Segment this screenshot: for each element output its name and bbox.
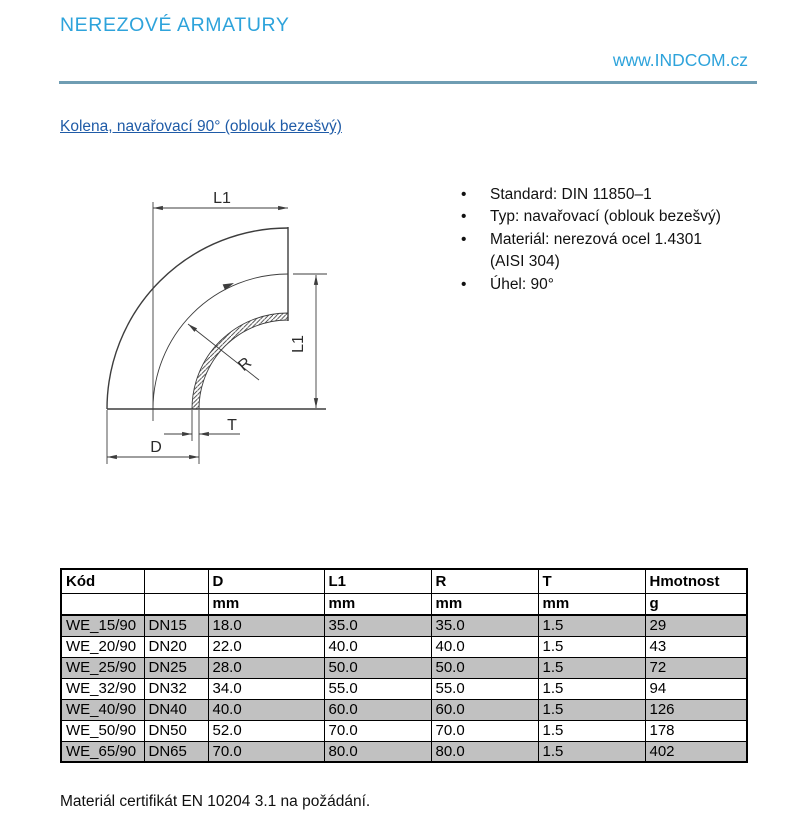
- dim-label-l1-top: L1: [213, 190, 231, 207]
- certificate-note: Materiál certifikát EN 10204 3.1 na požádání.: [60, 793, 371, 810]
- column-header-l1: L1: [324, 569, 431, 593]
- table-cell: 43: [645, 636, 747, 657]
- spec-list: [461, 184, 721, 296]
- table-cell: 94: [645, 678, 747, 699]
- table-row: [61, 699, 747, 720]
- page-title: NEREZOVÉ ARMATURY: [60, 14, 290, 36]
- table-cell: 35.0: [431, 615, 538, 636]
- bullet-icon: •: [461, 275, 467, 293]
- spec-item-typ: [461, 206, 721, 228]
- bullet-icon: •: [461, 230, 467, 248]
- column-header-t: T: [538, 569, 645, 593]
- bullet-icon: •: [461, 186, 467, 203]
- unit-cell: [144, 593, 208, 615]
- column-header-d: D: [208, 569, 324, 593]
- table-cell: 50.0: [324, 657, 431, 678]
- spec-text: Typ: navařovací (oblouk bezešvý): [490, 208, 721, 226]
- table-cell: DN40: [144, 699, 208, 720]
- spec-text: Materiál: nerezová ocel 1.4301: [490, 230, 702, 248]
- table-cell: WE_50/90: [61, 720, 144, 741]
- table-cell: DN15: [144, 615, 208, 636]
- table-cell: 55.0: [324, 678, 431, 699]
- column-header-r: R: [431, 569, 538, 593]
- table-row: [61, 741, 747, 762]
- table-row: [61, 678, 747, 699]
- table-cell: 80.0: [431, 741, 538, 762]
- table-cell: 178: [645, 720, 747, 741]
- dimensions-table: [60, 568, 748, 763]
- table-row: [61, 657, 747, 678]
- table-cell: WE_15/90: [61, 615, 144, 636]
- dim-label-thickness: T: [227, 417, 237, 434]
- table-cell: DN50: [144, 720, 208, 741]
- website-link[interactable]: www.INDCOM.cz: [612, 50, 748, 70]
- table-cell: 28.0: [208, 657, 324, 678]
- spec-text: (AISI 304): [490, 253, 560, 271]
- table-cell: 1.5: [538, 720, 645, 741]
- table-cell: 60.0: [324, 699, 431, 720]
- table-cell: 52.0: [208, 720, 324, 741]
- table-cell: DN32: [144, 678, 208, 699]
- table-cell: 402: [645, 741, 747, 762]
- table-cell: 34.0: [208, 678, 324, 699]
- spec-item-uhel: [461, 274, 721, 296]
- table-cell: WE_25/90: [61, 657, 144, 678]
- header-divider: [59, 81, 757, 84]
- unit-cell: [61, 593, 144, 615]
- table-cell: 70.0: [324, 720, 431, 741]
- dim-label-diameter: D: [150, 439, 162, 456]
- elbow-technical-drawing: [75, 180, 345, 475]
- table-cell: 40.0: [324, 636, 431, 657]
- table-cell: 1.5: [538, 741, 645, 762]
- spec-item-material: [461, 229, 721, 274]
- table-row: [61, 636, 747, 657]
- table-cell: 126: [645, 699, 747, 720]
- table-units-row: [61, 593, 747, 615]
- column-header-dn: [144, 569, 208, 593]
- table-cell: 1.5: [538, 678, 645, 699]
- unit-cell: mm: [431, 593, 538, 615]
- section-title-link[interactable]: Kolena, navařovací 90° (oblouk bezešvý): [60, 118, 342, 135]
- dim-label-radius: R: [235, 354, 255, 375]
- table-cell: 60.0: [431, 699, 538, 720]
- table-cell: DN25: [144, 657, 208, 678]
- elbow-outline: [107, 227, 326, 409]
- table-cell: 70.0: [431, 720, 538, 741]
- unit-cell: mm: [324, 593, 431, 615]
- column-header-kod: Kód: [61, 569, 144, 593]
- table-cell: 40.0: [431, 636, 538, 657]
- dimension-lines: [107, 202, 327, 464]
- table-cell: 35.0: [324, 615, 431, 636]
- table-cell: 72: [645, 657, 747, 678]
- table-cell: DN65: [144, 741, 208, 762]
- column-header-hmotnost: Hmotnost: [645, 569, 747, 593]
- table-cell: 70.0: [208, 741, 324, 762]
- table-cell: 80.0: [324, 741, 431, 762]
- unit-cell: g: [645, 593, 747, 615]
- table-header-row: [61, 569, 747, 593]
- table-cell: 22.0: [208, 636, 324, 657]
- table-cell: DN20: [144, 636, 208, 657]
- table-cell: 1.5: [538, 636, 645, 657]
- table-cell: 40.0: [208, 699, 324, 720]
- table-cell: WE_20/90: [61, 636, 144, 657]
- unit-cell: mm: [538, 593, 645, 615]
- bullet-icon: •: [461, 208, 467, 226]
- table-cell: WE_32/90: [61, 678, 144, 699]
- table-row: [61, 615, 747, 636]
- spec-text: Standard: DIN 11850–1: [490, 186, 652, 203]
- table-cell: 50.0: [431, 657, 538, 678]
- spec-item-standard: [461, 184, 721, 206]
- dim-label-l1-right: L1: [290, 335, 307, 353]
- spec-text: Úhel: 90°: [490, 275, 554, 293]
- table-cell: WE_65/90: [61, 741, 144, 762]
- table-row: [61, 720, 747, 741]
- unit-cell: mm: [208, 593, 324, 615]
- table-cell: 55.0: [431, 678, 538, 699]
- table-cell: 29: [645, 615, 747, 636]
- table-cell: 1.5: [538, 615, 645, 636]
- table-cell: 1.5: [538, 699, 645, 720]
- table-cell: 1.5: [538, 657, 645, 678]
- table-cell: 18.0: [208, 615, 324, 636]
- table-cell: WE_40/90: [61, 699, 144, 720]
